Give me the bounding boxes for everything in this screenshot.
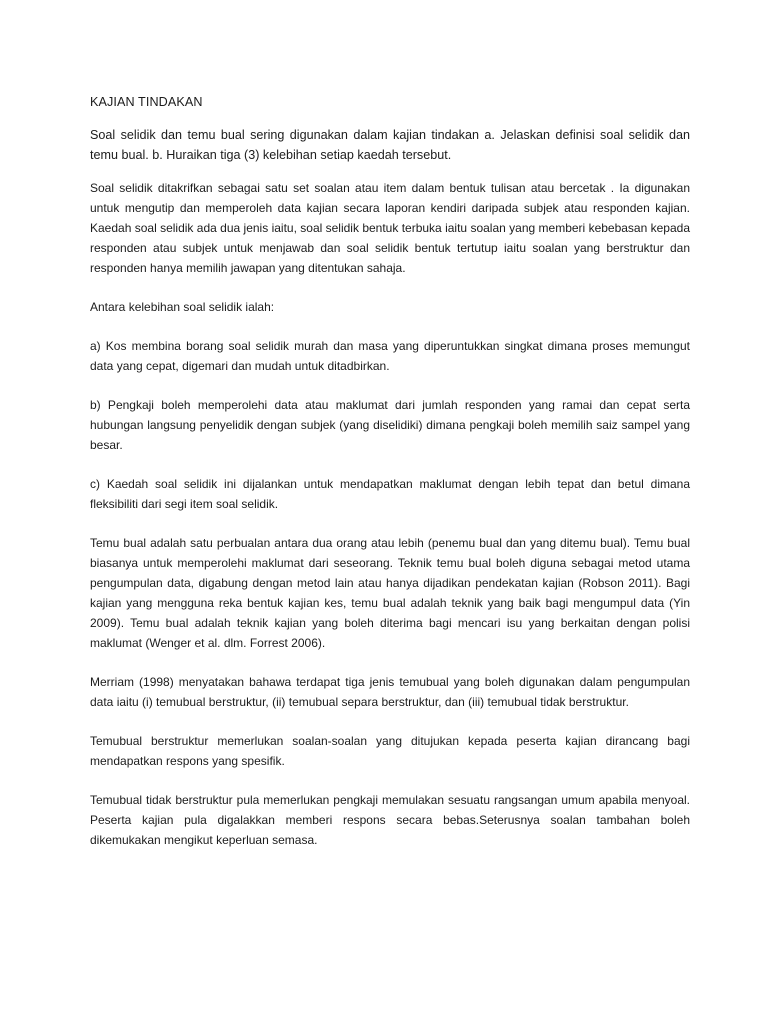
paragraph-kelebihan-heading: Antara kelebihan soal selidik ialah:: [90, 300, 275, 314]
paragraph-merriam: Merriam (1998) menyatakan bahawa terdapat tiga jenis temubual yang boleh digunakan dalam pengumpulan data iaitu (i) temubual berstruktur, (ii) temubual separa berstruktur, dan (iii) temubual tidak berstruktur.: [90, 675, 690, 709]
paragraph-point-b: b) Pengkaji boleh memperolehi data atau maklumat dari jumlah responden yang ramai dan cepat serta hubungan langsung penyelidik dengan subjek (yang diselidiki) dimana pengkaji boleh memilih saiz sampel yang besar.: [90, 398, 690, 452]
document-body: [90, 92, 690, 869]
paragraph-definition-temu-bual: Temu bual adalah satu perbualan antara dua orang atau lebih (penemu bual dan yang ditemu bual). Temu bual biasanya untuk memperolehi maklumat dari seseorang. Teknik temu bual boleh diguna sebagai metod utama pengumpulan data, digabung dengan metod lain atau hanya dijadikan pendekatan kajian (Robson 2011). Bagi kajian yang mengguna reka bentuk kajian kes, temu bual adalah teknik yang baik bagi mengumpul data (Yin 2009). Temu bual adalah teknik kajian yang boleh diterima bagi mencari isu yang berkaitan dengan polisi maklumat (Wenger et al. dlm. Forrest 2006).: [90, 536, 690, 650]
paragraph-temubual-tidak-berstruktur: Temubual tidak berstruktur pula memerlukan pengkaji memulakan sesuatu rangsangan umum apabila menyoal. Peserta kajian pula digalakkan memberi respons secara bebas.Seterusnya soalan tambahan boleh dikemukakan mengikut keperluan semasa.: [90, 793, 690, 847]
paragraph-temubual-berstruktur: Temubual berstruktur memerlukan soalan-soalan yang ditujukan kepada peserta kajian dirancang bagi mendapatkan respons yang spesifik.: [90, 734, 690, 768]
paragraph-point-c: c) Kaedah soal selidik ini dijalankan untuk mendapatkan maklumat dengan lebih tepat dan betul dimana fleksibiliti dari segi item soal selidik.: [90, 477, 690, 511]
document-title: KAJIAN TINDAKAN: [90, 95, 203, 109]
paragraph-point-a: a) Kos membina borang soal selidik murah dan masa yang diperuntukkan singkat dimana proses memungut data yang cepat, digemari dan mudah untuk ditadbirkan.: [90, 339, 690, 373]
question-text: Soal selidik dan temu bual sering digunakan dalam kajian tindakan a. Jelaskan definisi soal selidik dan temu bual. b. Huraikan tiga (3) kelebihan setiap kaedah tersebut.: [90, 128, 690, 162]
paragraph-definition-soal-selidik: Soal selidik ditakrifkan sebagai satu set soalan atau item dalam bentuk tulisan atau bercetak . Ia digunakan untuk mengutip dan memperoleh data kajian secara laporan kendiri daripada subjek atau responden kajian. Kaedah soal selidik ada dua jenis iaitu, soal selidik bentuk terbuka iaitu soalan yang memberi kebebasan kepada responden atau subjek untuk menjawab dan soal selidik bentuk tertutup iaitu soalan yang berstruktur dan responden hanya memilih jawapan yang ditentukan sahaja.: [90, 181, 690, 275]
